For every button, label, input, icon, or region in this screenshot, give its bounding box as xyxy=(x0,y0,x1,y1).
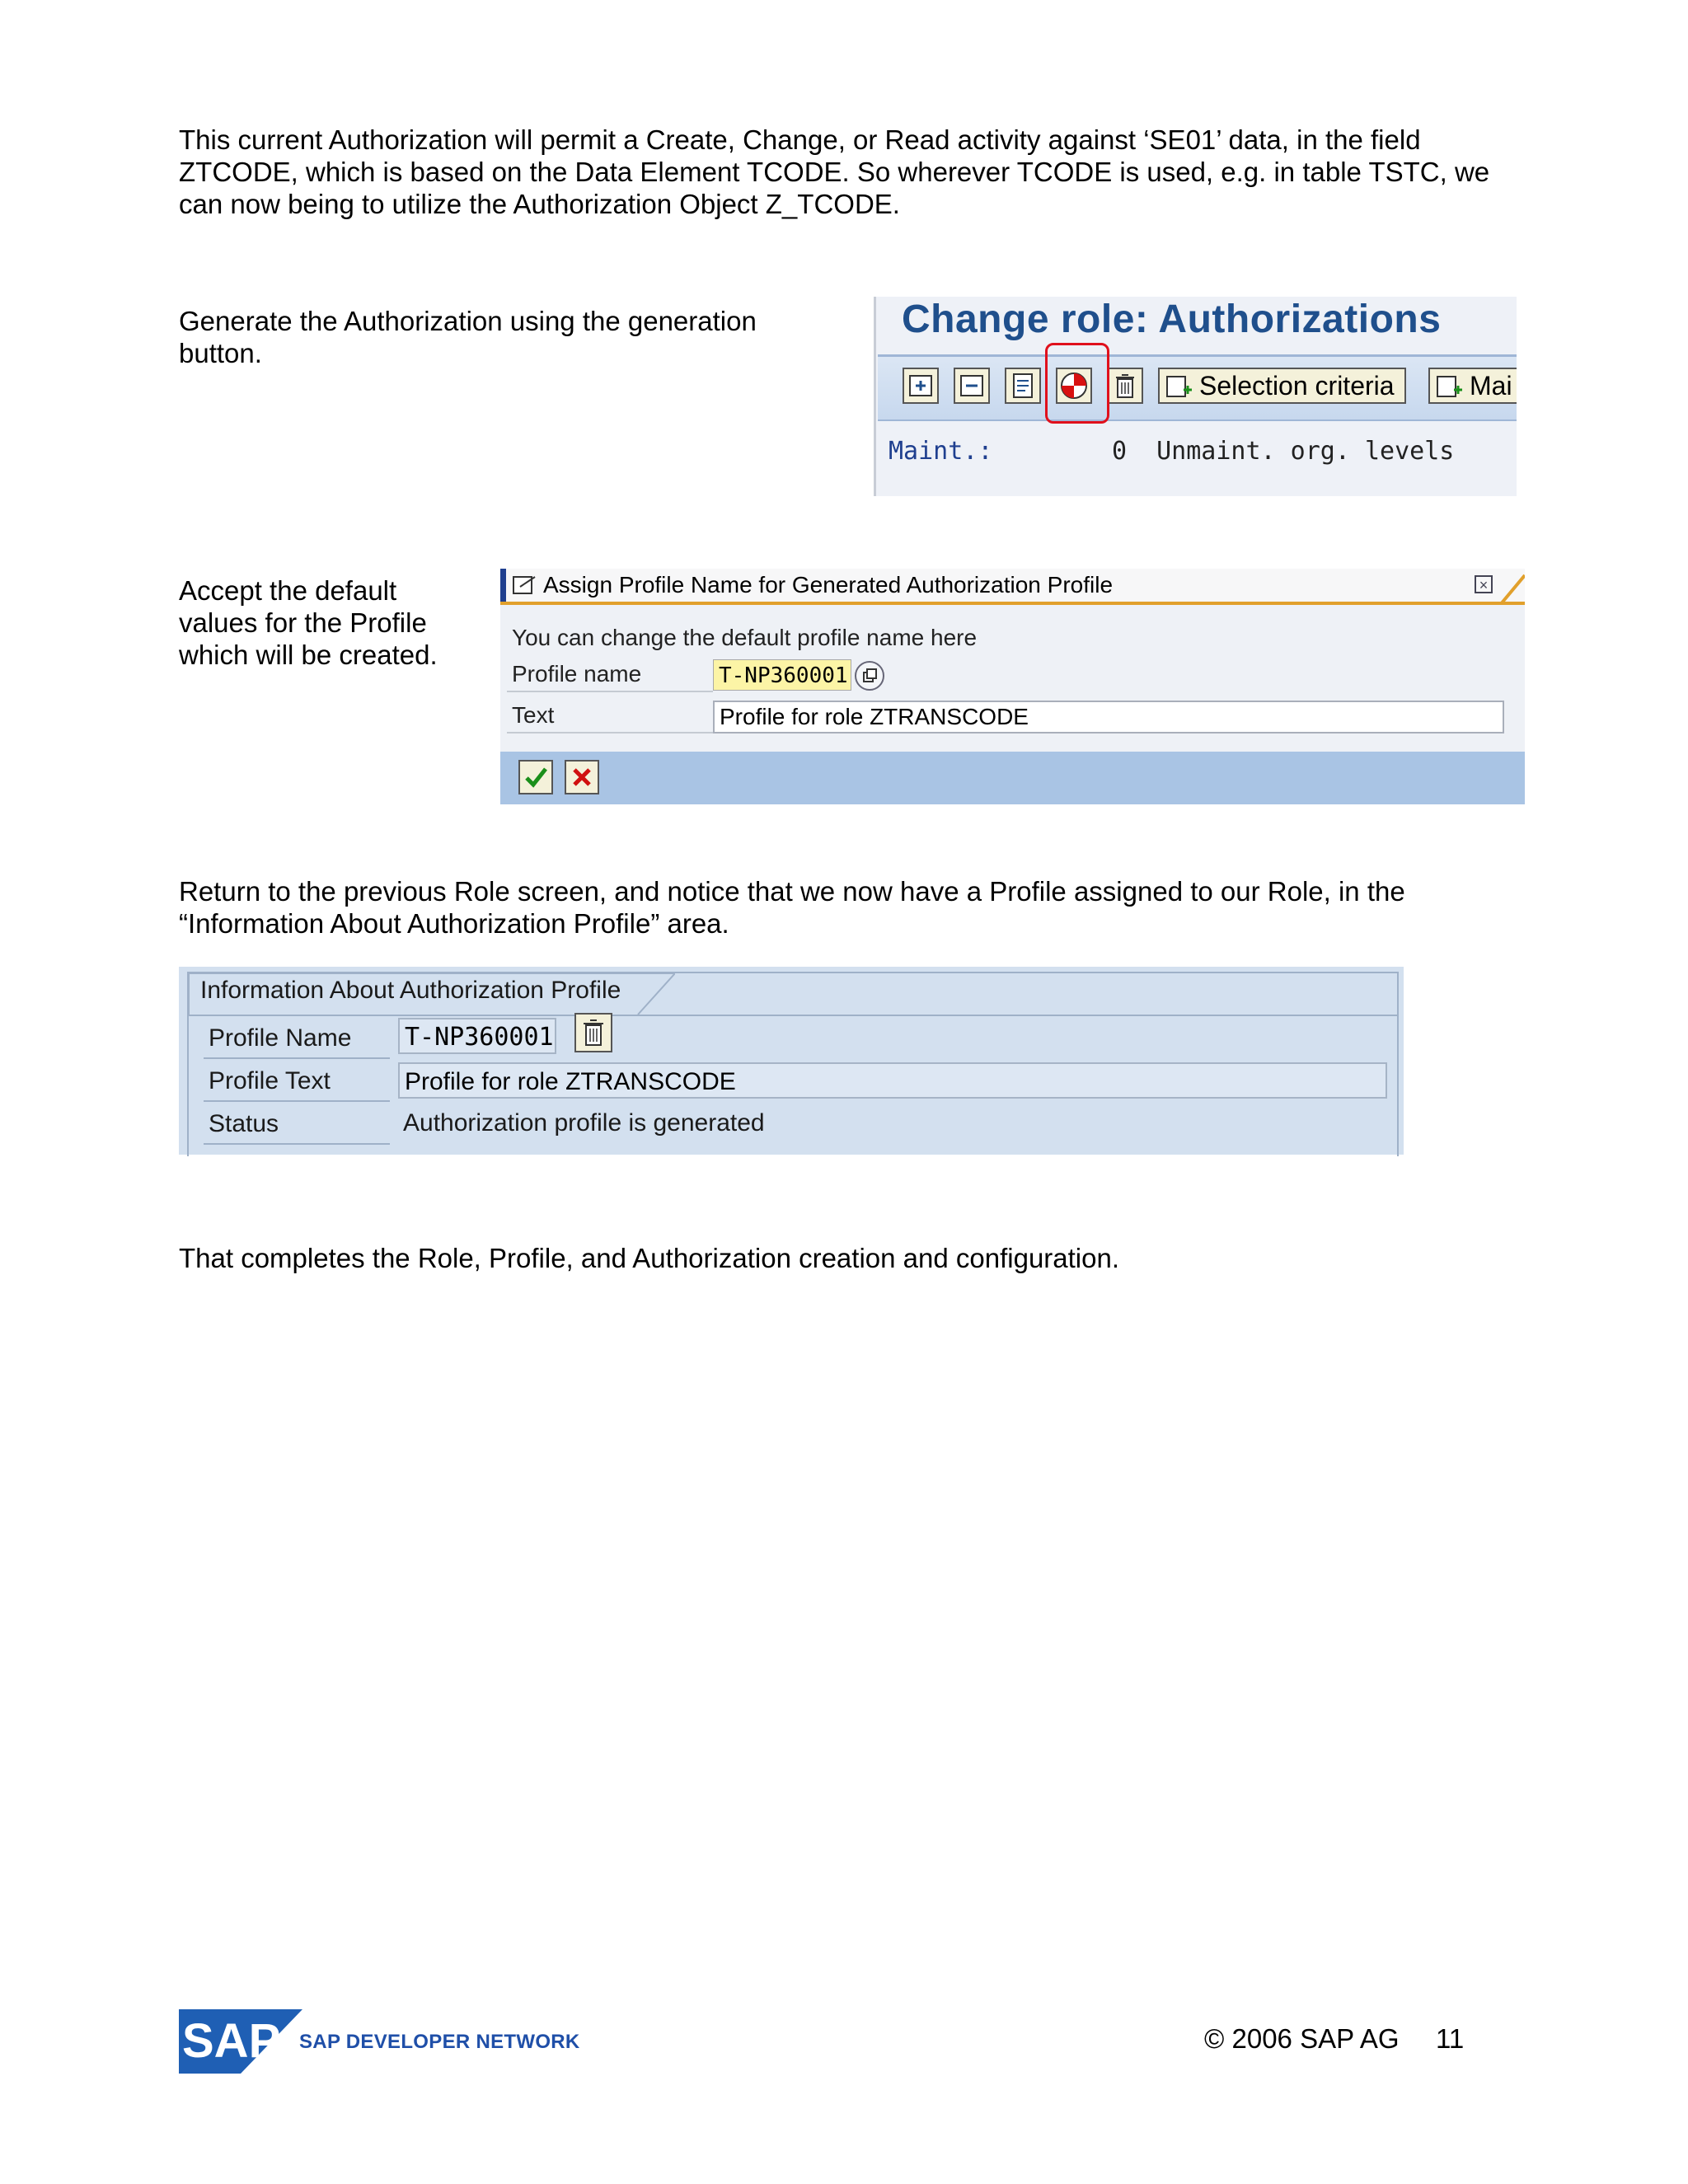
trash-icon xyxy=(1109,369,1142,402)
profile-name-label-cell xyxy=(507,659,713,692)
trash-icon xyxy=(576,1015,611,1051)
manually-button[interactable] xyxy=(1428,368,1517,404)
intro-paragraph: This current Authorization will permit a Create, Change, or Read activity against ‘SE01’ data, in the field ZTCODE, which is based on the Data Element TCODE. So wherever TCODE is used, e.g. in table TSTC, we can now being to utilize the Authorization Object Z_TCODE. xyxy=(179,124,1490,219)
delete-button[interactable] xyxy=(1107,368,1143,404)
selection-criteria-button[interactable] xyxy=(1158,368,1406,404)
application-toolbar xyxy=(878,354,1517,421)
profile-name-value[interactable]: T-NP360001 xyxy=(398,1018,556,1054)
dialog-title: Assign Profile Name for Generated Authorization Profile xyxy=(543,572,1114,598)
accept-instruction: Accept the default values for the Profile which will be created. xyxy=(179,575,438,670)
delete-profile-button[interactable] xyxy=(574,1013,612,1052)
dialog-icon xyxy=(512,574,538,597)
maint-count: 0 xyxy=(1111,437,1127,466)
profile-button[interactable] xyxy=(1005,368,1041,404)
status-row-label xyxy=(204,1105,390,1145)
sap-logo-text: SAP xyxy=(182,2014,281,2068)
org-levels-status xyxy=(889,437,1454,466)
open-icon xyxy=(904,369,937,402)
close-icon[interactable]: × xyxy=(1475,575,1493,593)
authorization-profile-info-panel xyxy=(179,967,1404,1155)
panel-title: Information About Authorization Profile xyxy=(200,977,621,1004)
profile-name-input[interactable]: T-NP360001 xyxy=(713,659,851,691)
panel-tab-line xyxy=(189,1015,1397,1016)
title-accent xyxy=(500,569,506,602)
screen-title: Change role: Authorizations xyxy=(902,298,1442,341)
profile-name-label: Profile name xyxy=(512,661,642,687)
manually-label: Mai xyxy=(1470,371,1512,401)
profile-text-input[interactable]: Profile for role ZTRANSCODE xyxy=(713,701,1504,733)
selection-criteria-label: Selection criteria xyxy=(1199,371,1395,401)
left-divider xyxy=(874,297,876,496)
completion-paragraph: That completes the Role, Profile, and Authorization creation and configuration. xyxy=(179,1243,1120,1273)
add-criteria-icon xyxy=(1162,370,1195,403)
cancel-x-icon xyxy=(566,762,598,793)
cancel-button[interactable] xyxy=(565,760,599,794)
profile-text-row-label xyxy=(204,1062,390,1102)
profile-name-row-label xyxy=(204,1019,390,1059)
developer-network-label: SAP DEVELOPER NETWORK xyxy=(299,2031,580,2053)
profile-text-value[interactable]: Profile for role ZTRANSCODE xyxy=(398,1062,1387,1099)
value-help-button[interactable] xyxy=(855,661,884,691)
assign-profile-dialog xyxy=(500,569,1525,804)
copyright: © 2006 SAP AG xyxy=(1204,2023,1400,2054)
unmaint-label: Unmaint. org. levels xyxy=(1156,437,1455,466)
text-label: Text xyxy=(512,702,555,728)
open-button[interactable] xyxy=(903,368,939,404)
text-label-cell xyxy=(507,701,713,733)
return-instruction: Return to the previous Role screen, and notice that we now have a Profile assigned to our Role, in the “Information About Authorization Profile” area. xyxy=(179,876,1405,939)
generate-instruction: Generate the Authorization using the generation button. xyxy=(179,306,757,368)
dialog-hint: You can change the default profile name here xyxy=(512,625,978,650)
sap-logo xyxy=(179,2009,302,2074)
profile-text-label: Profile Text xyxy=(209,1067,331,1094)
profile-icon xyxy=(1006,369,1039,402)
status-value: Authorization profile is generated xyxy=(403,1109,765,1137)
dialog-title-bar xyxy=(500,569,1525,605)
value-help-icon xyxy=(856,663,883,689)
collapse-icon xyxy=(955,369,988,402)
generate-button-highlight xyxy=(1045,343,1109,424)
change-role-screenshot xyxy=(874,297,1517,496)
checkmark-icon xyxy=(520,762,551,793)
title-corner xyxy=(1492,569,1525,605)
page-number: 11 xyxy=(1436,2023,1465,2054)
collapse-button[interactable] xyxy=(954,368,990,404)
status-label: Status xyxy=(209,1110,279,1137)
dialog-button-bar xyxy=(500,752,1525,804)
maint-label: Maint.: xyxy=(889,437,993,466)
profile-name-label: Profile Name xyxy=(209,1024,352,1052)
add-manually-icon xyxy=(1432,370,1465,403)
panel-frame xyxy=(187,972,1399,1156)
confirm-button[interactable] xyxy=(518,760,553,794)
